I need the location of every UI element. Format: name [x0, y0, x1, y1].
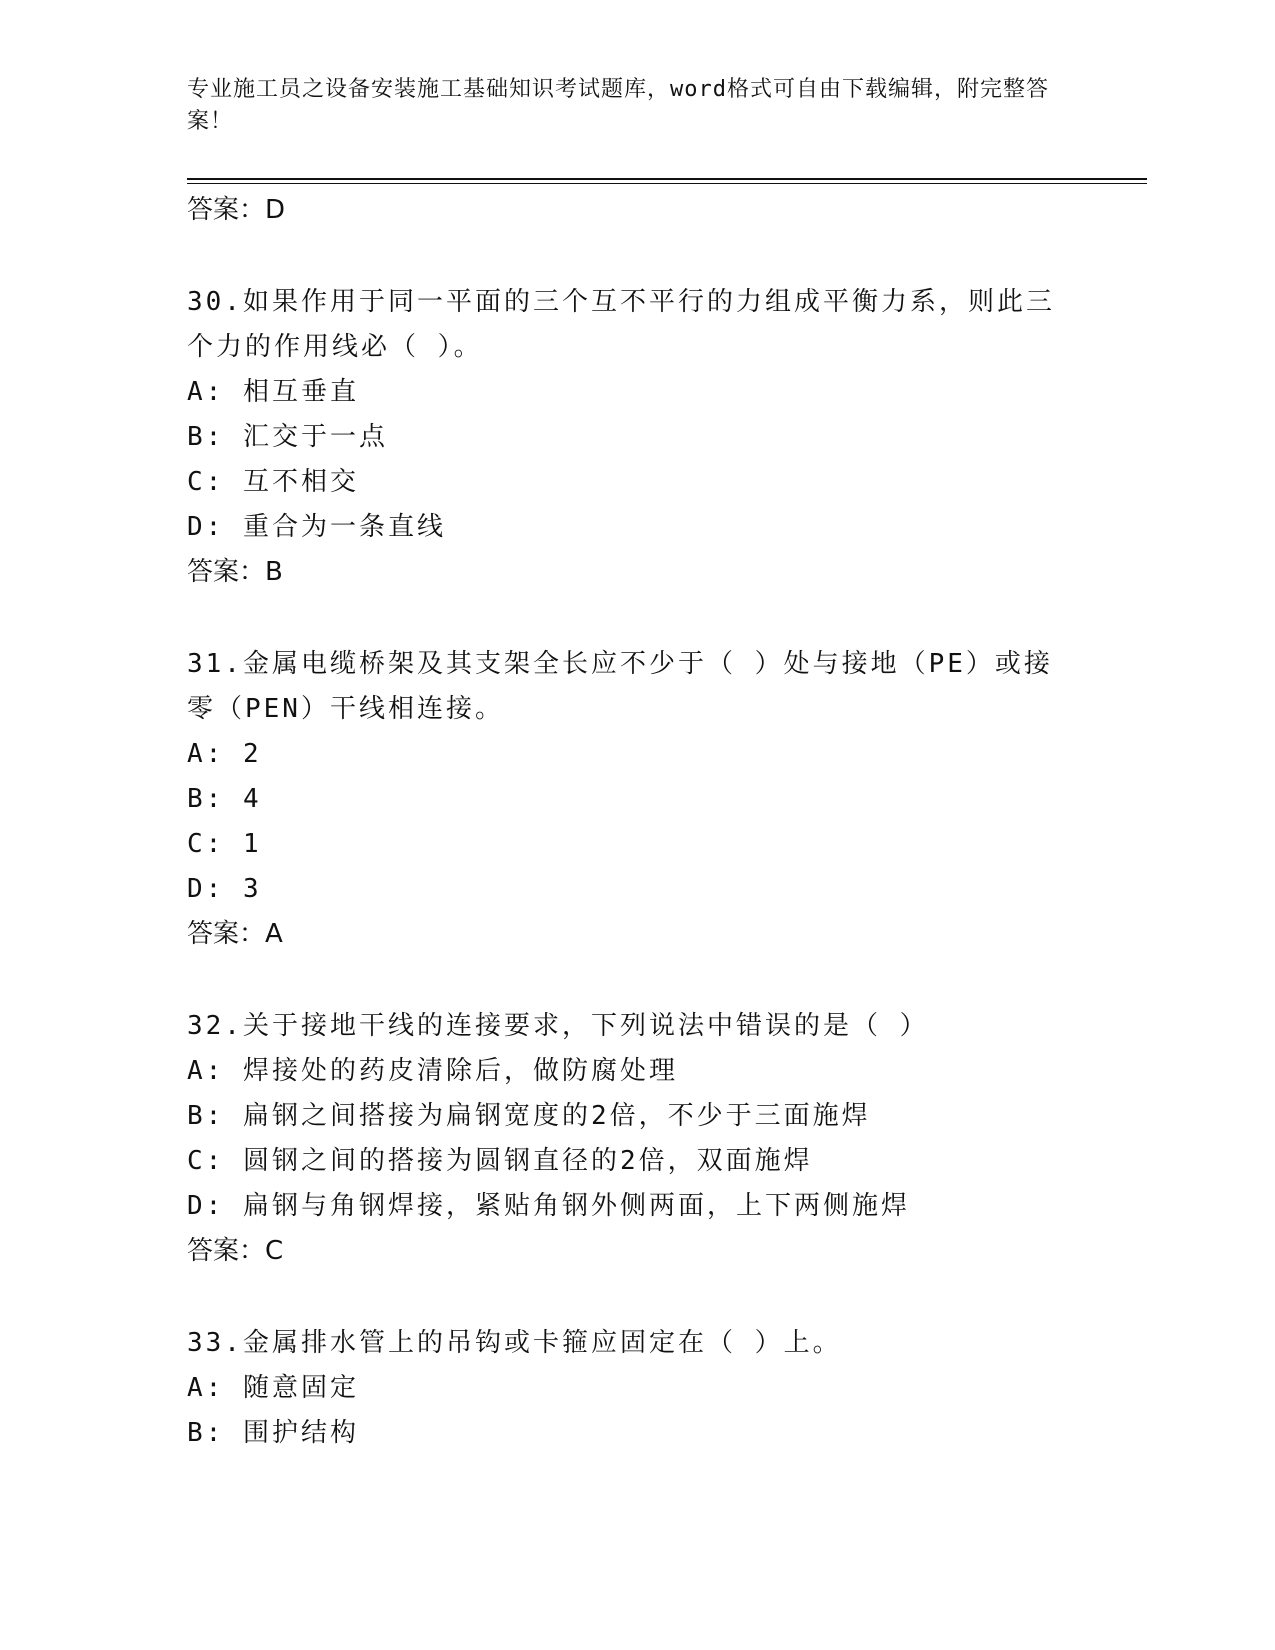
- option-b: B: 4: [187, 784, 262, 814]
- question-item: [187, 1004, 1087, 1274]
- question-item: [187, 1321, 1087, 1456]
- document-header: 专业施工员之设备安装施工基础知识考试题库，word格式可自由下载编辑，附完整答案！: [187, 77, 1049, 134]
- question-stem: 30.如果作用于同一平面的三个互不平行的力组成平衡力系，则此三个力的作用线必（ ）。: [187, 287, 1055, 362]
- question-stem: 33.金属排水管上的吊钩或卡箍应固定在（ ）上。: [187, 1328, 842, 1358]
- question-item: [187, 280, 1087, 595]
- answer-line: 答案：B: [187, 557, 283, 587]
- option-b: B: 围护结构: [187, 1418, 359, 1448]
- option-b: B: 汇交于一点: [187, 422, 388, 452]
- option-c: C: 互不相交: [187, 467, 359, 497]
- option-a: A: 相互垂直: [187, 377, 359, 407]
- answer-line: 答案：C: [187, 1236, 284, 1266]
- option-c: C: 圆钢之间的搭接为圆钢直径的2倍，双面施焊: [187, 1146, 813, 1176]
- option-a: A: 2: [187, 739, 262, 769]
- option-d: D: 扁钢与角钢焊接，紧贴角钢外侧两面，上下两侧施焊: [187, 1191, 910, 1221]
- option-c: C: 1: [187, 829, 262, 859]
- question-list: [187, 188, 1087, 1456]
- question-stem: 32.关于接地干线的连接要求，下列说法中错误的是（ ）: [187, 1011, 929, 1041]
- answer-line: 答案：D: [187, 195, 286, 225]
- question-item: [187, 642, 1087, 957]
- option-a: A: 随意固定: [187, 1373, 359, 1403]
- option-d: D: 3: [187, 874, 262, 904]
- option-a: A: 焊接处的药皮清除后，做防腐处理: [187, 1056, 678, 1086]
- answer-line: 答案：A: [187, 919, 283, 949]
- option-b: B: 扁钢之间搭接为扁钢宽度的2倍，不少于三面施焊: [187, 1101, 871, 1131]
- option-d: D: 重合为一条直线: [187, 512, 446, 542]
- header-rule-thick: [187, 178, 1147, 180]
- question-stem: 31.金属电缆桥架及其支架全长应不少于（ ）处与接地（PE）或接零（PEN）干线相连接。: [187, 649, 1053, 724]
- header-rule-thin: [187, 183, 1147, 184]
